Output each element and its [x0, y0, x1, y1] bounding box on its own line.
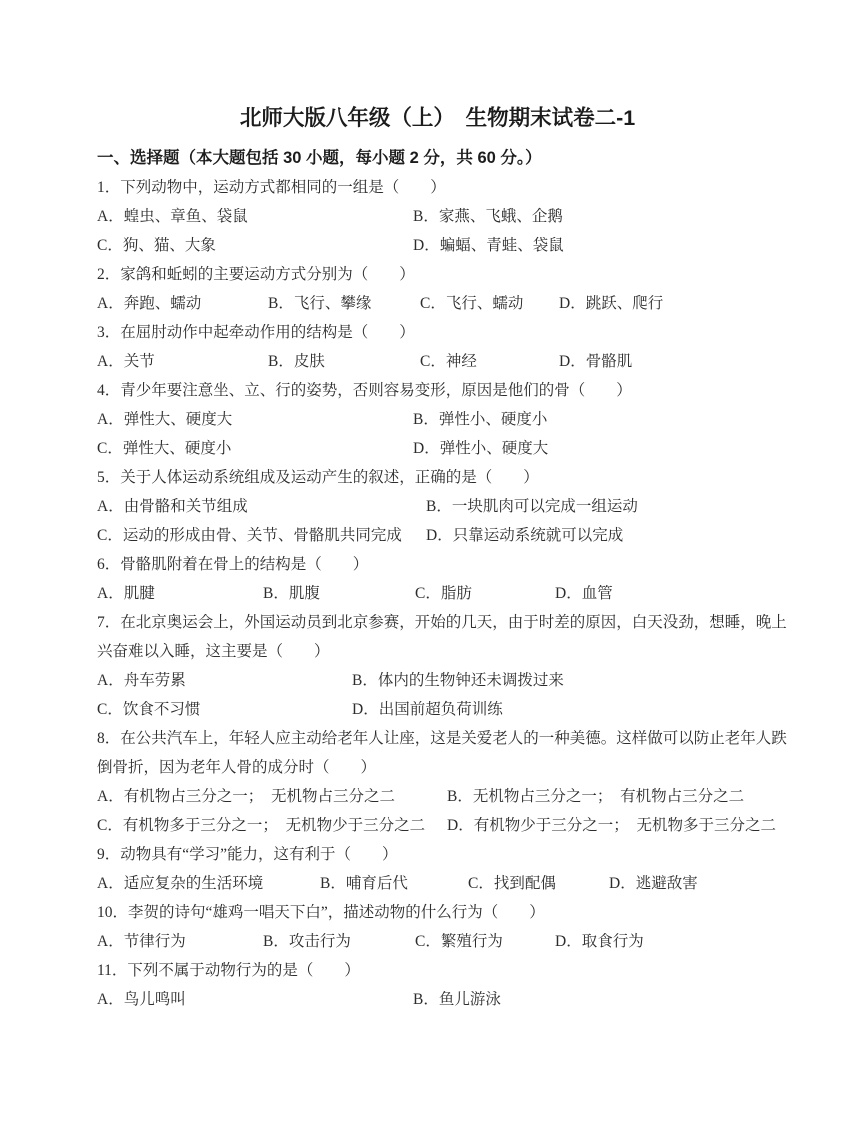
question-7: [97, 608, 787, 724]
question-8-option-a: A．有机物占三分之一； 无机物占三分之二: [97, 788, 395, 805]
question-2-option-c: C．飞行、蠕动: [420, 295, 524, 312]
question-7-option-d: D．出国前超负荷训练: [352, 701, 503, 718]
question-1-option-a: A．蝗虫、章鱼、袋鼠: [97, 208, 248, 225]
question-6-option-d: D．血管: [555, 585, 613, 602]
question-5-option-a: A．由骨骼和关节组成: [97, 498, 248, 515]
question-2-option-b: B．飞行、攀缘: [268, 295, 372, 312]
question-11-option-b: B．鱼儿游泳: [413, 991, 501, 1008]
question-8-option-b: B．无机物占三分之一； 有机物占三分之二: [447, 788, 745, 805]
question-3-stem: 3．在屈肘动作中起牵动作用的结构是（ ）: [97, 324, 415, 341]
question-6-option-c: C．脂肪: [415, 585, 472, 602]
question-9-option-b: B．哺育后代: [320, 875, 408, 892]
question-1-option-c: C．狗、猫、大象: [97, 237, 216, 254]
question-10-option-d: D．取食行为: [555, 933, 644, 950]
question-5-option-b: B．一块肌肉可以完成一组运动: [426, 498, 638, 515]
question-5: [97, 463, 778, 550]
question-1-option-d: D．蝙蝠、青蛙、袋鼠: [413, 237, 564, 254]
question-4-stem: 4．青少年要注意坐、立、行的姿势，否则容易变形，原因是他们的骨（ ）: [97, 382, 632, 399]
question-8: [97, 724, 787, 840]
question-4: [97, 376, 778, 463]
page-title: 北师大版八年级（上） 生物期末试卷二-1: [239, 106, 636, 130]
question-9-options: [97, 869, 778, 898]
question-7-option-c: C．饮食不习惯: [97, 701, 201, 718]
question-6: [97, 550, 778, 608]
question-2-options: [97, 289, 778, 318]
question-3: [97, 318, 778, 376]
question-9-stem: 9．动物具有“学习”能力，这有利于（ ）: [97, 846, 398, 863]
question-10-option-b: B．攻击行为: [263, 933, 351, 950]
section-header: 一、选择题（本大题包括 30 小题，每小题 2 分，共 60 分。）: [97, 149, 542, 167]
question-2-option-a: A．奔跑、蠕动: [97, 295, 202, 312]
question-6-stem: 6．骨骼肌附着在骨上的结构是（ ）: [97, 556, 369, 573]
question-2: [97, 260, 778, 318]
question-3-option-c: C．神经: [420, 353, 477, 370]
question-9-option-c: C．找到配偶: [468, 875, 556, 892]
question-11-option-a: A．鸟儿鸣叫: [97, 991, 186, 1008]
question-2-option-d: D．跳跃、爬行: [559, 295, 664, 312]
question-7-stem-line-1: 7．在北京奥运会上，外国运动员到北京参赛，开始的几天，由于时差的原因，白天没劲，想睡，晚上: [97, 614, 787, 631]
question-4-options: [97, 405, 778, 463]
question-9-option-d: D．逃避敌害: [609, 875, 698, 892]
question-11-options: [97, 985, 778, 1014]
question-8-stem-line-2: 倒骨折，因为老年人骨的成分时（ ）: [97, 759, 377, 776]
question-10: [97, 898, 778, 956]
question-4-option-c: C．弹性大、硬度小: [97, 440, 232, 457]
question-10-stem: 10．李贺的诗句“雄鸡一唱天下白”，描述动物的什么行为（ ）: [97, 904, 545, 921]
question-8-stem-line-1: 8．在公共汽车上，年轻人应主动给老年人让座，这是关爱老人的一种美德。这样做可以防止老年人跌: [97, 730, 787, 747]
question-3-option-a: A．关节: [97, 353, 155, 370]
question-4-option-b: B．弹性小、硬度小: [413, 411, 548, 428]
question-11-stem: 11．下列不属于动物行为的是（ ）: [97, 962, 360, 979]
question-8-option-d: D．有机物少于三分之一； 无机物多于三分之二: [447, 817, 776, 834]
question-3-option-b: B．皮肤: [268, 353, 325, 370]
question-5-stem: 5．关于人体运动系统组成及运动产生的叙述，正确的是（ ）: [97, 469, 539, 486]
question-4-option-d: D．弹性小、硬度大: [413, 440, 549, 457]
question-10-option-a: A．节律行为: [97, 933, 186, 950]
question-1-option-b: B．家燕、飞蛾、企鹅: [413, 208, 563, 225]
question-4-option-a: A．弹性大、硬度大: [97, 411, 233, 428]
question-5-option-c: C．运动的形成由骨、关节、骨骼肌共同完成: [97, 527, 402, 544]
question-10-options: [97, 927, 778, 956]
question-8-options: [97, 782, 778, 840]
question-5-options: [97, 492, 778, 550]
question-6-option-b: B．肌腹: [263, 585, 320, 602]
question-8-option-c: C．有机物多于三分之一； 无机物少于三分之二: [97, 817, 426, 834]
question-3-options: [97, 347, 778, 376]
question-6-options: [97, 579, 778, 608]
question-2-stem: 2．家鸽和蚯蚓的主要运动方式分别为（ ）: [97, 266, 415, 283]
question-3-option-d: D．骨骼肌: [559, 353, 633, 370]
question-9-option-a: A．适应复杂的生活环境: [97, 875, 264, 892]
question-9: [97, 840, 778, 898]
question-10-option-c: C．繁殖行为: [415, 933, 503, 950]
question-1: [97, 173, 778, 260]
question-11: [97, 956, 778, 1014]
question-5-option-d: D．只靠运动系统就可以完成: [426, 527, 624, 544]
question-7-option-a: A．舟车劳累: [97, 672, 186, 689]
question-1-options: [97, 202, 778, 260]
question-7-stem-line-2: 兴奋难以入睡，这主要是（ ）: [97, 643, 330, 660]
question-6-option-a: A．肌腱: [97, 585, 155, 602]
question-7-option-b: B．体内的生物钟还未调拨过来: [352, 672, 564, 689]
question-1-stem: 1．下列动物中，运动方式都相同的一组是（ ）: [97, 179, 446, 196]
question-7-options: [97, 666, 778, 724]
